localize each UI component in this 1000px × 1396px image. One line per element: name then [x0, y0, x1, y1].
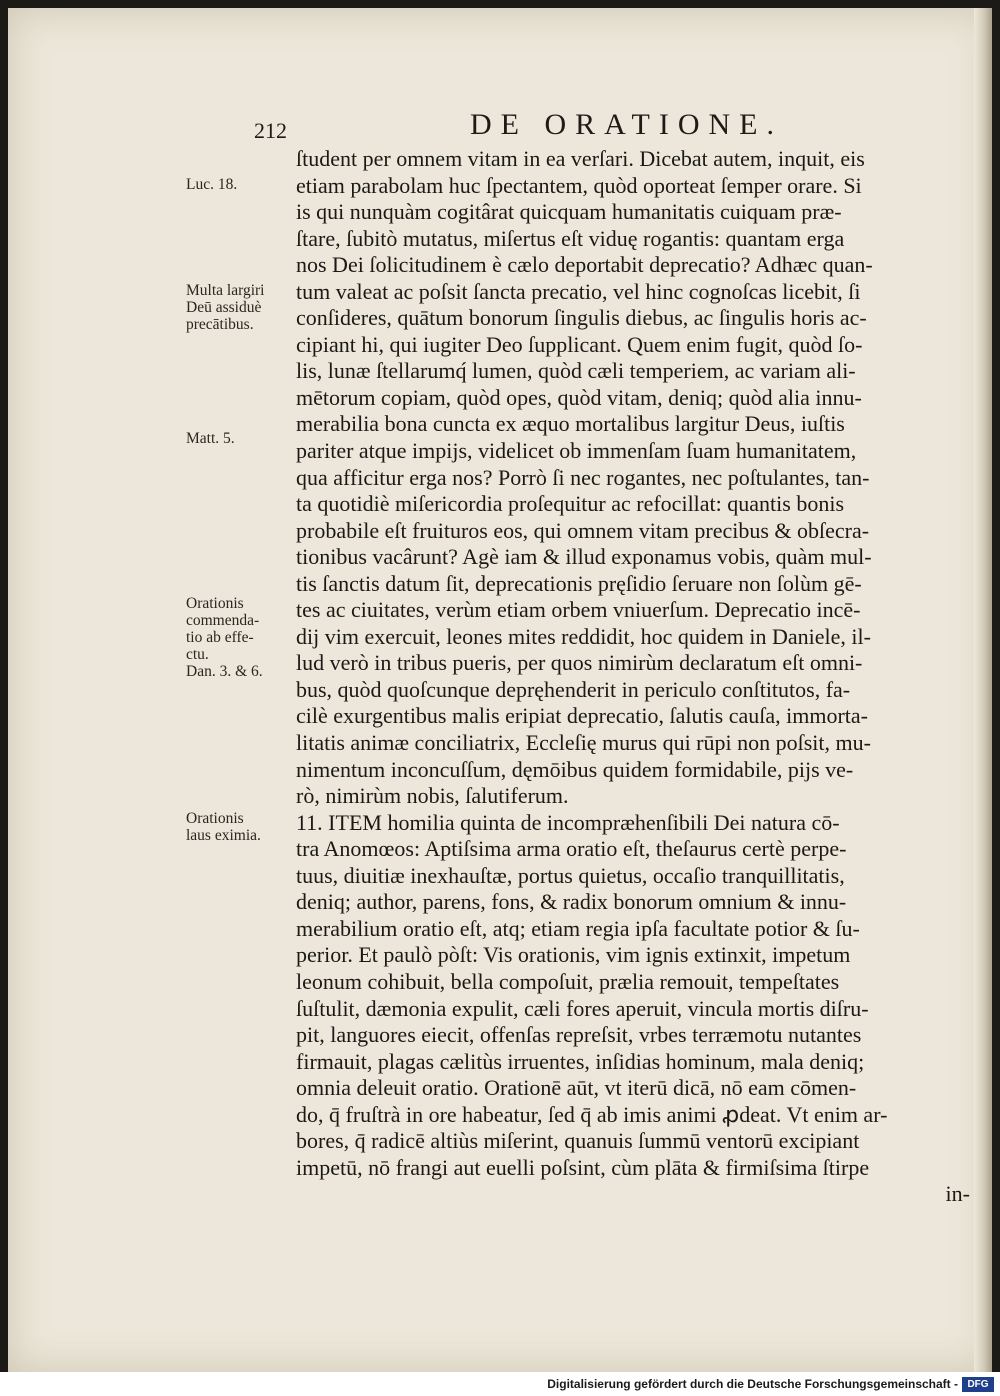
- running-head: DE ORATIONE.: [470, 108, 783, 141]
- catchword: in-: [945, 1181, 970, 1207]
- text-line: ta quotidiè miſericordia proſequitur ac refocillat: quantis bonis: [296, 491, 845, 517]
- main-text-block: [296, 146, 976, 1208]
- text-line: probabile eſt fruituros eos, qui omnem vitam precibus & obſecra-: [296, 517, 870, 543]
- dfg-logo: DFG: [962, 1377, 994, 1392]
- margin-note-line: Orationis: [186, 810, 244, 827]
- book-page: [8, 8, 992, 1372]
- text-line: ſtare, ſubitò mutatus, miſertus eſt viduę rogantis: quantam erga: [296, 225, 845, 251]
- text-line: merabilia bona cuncta ex æquo mortalibus largitur Deus, iuſtis: [296, 411, 845, 437]
- margin-note-line: Multa largiri: [186, 282, 265, 299]
- footer-bar: [0, 1372, 1000, 1396]
- text-line: bores, q̄ radicē altiùs miſerint, quanuis ſummū ventorū excipiant: [296, 1128, 860, 1154]
- margin-note-line: laus eximia.: [186, 827, 261, 844]
- page-edge-shadow: [974, 8, 992, 1372]
- text-line: lud verò in tribus pueris, per quos nimirùm declaratum eſt omni-: [296, 650, 863, 676]
- text-line: cipiant hi, qui iugiter Deo ſupplicant. Quem enim fugit, quòd ſo-: [296, 331, 863, 357]
- funding-credit: Digitalisierung gefördert durch die Deutsche Forschungsgemeinschaft -: [547, 1377, 958, 1391]
- margin-note-line: precātibus.: [186, 316, 254, 333]
- text-line: mētorum copiam, quòd opes, quòd vitam, deniq; quòd alia innu-: [296, 384, 862, 410]
- page-number: 212: [254, 118, 287, 143]
- text-line: litatis animæ conciliatrix, Eccleſię murus qui rūpi non poſsit, mu-: [296, 730, 871, 756]
- text-line: ſtudent per omnem vitam in ea verſari. Dicebat autem, inquit, eis: [296, 146, 865, 171]
- text-line: leonum cohibuit, bella compoſuit, prælia remouit, tempeſtates: [296, 968, 840, 994]
- text-line: tes ac ciuitates, verùm etiam orbem vniuerſum. Deprecatio incē-: [296, 597, 861, 623]
- text-line: omnia deleuit oratio. Orationē aūt, vt iterū dicā, nō eam cōmen-: [296, 1075, 857, 1101]
- text-line: perior. Et paulò pòſt: Vis orationis, vim ignis extinxit, impetum: [296, 942, 851, 968]
- margin-note: [186, 430, 296, 447]
- text-line: nimentum inconcuſſum, dęmōibus quidem formidabile, pijs ve-: [296, 756, 854, 782]
- text-line: tra Anomœos: Aptiſsima arma oratio eſt, theſaurus certè perpe-: [296, 836, 847, 862]
- text-line: lis, lunæ ſtellarumq́ lumen, quòd cæli temperiem, ac variam ali-: [296, 358, 856, 384]
- text-line: tuus, diuitiæ inexhauſtæ, portus quietus, occaſio tranquillitatis,: [296, 862, 845, 888]
- text-line: conſideres, quātum bonorum ſingulis diebus, ac ſingulis horis ac-: [296, 305, 867, 331]
- margin-note-line: commenda-: [186, 612, 260, 629]
- margin-note: [186, 595, 296, 680]
- text-line: etiam parabolam huc ſpectantem, quòd oporteat ſemper orare. Si: [296, 172, 862, 198]
- text-line: deniq; author, parens, fons, & radix bonorum omnium & innu-: [296, 889, 847, 915]
- text-line: dij vim exercuit, leones mites reddidit, hoc quidem in Daniele, il-: [296, 623, 871, 649]
- text-line: do, q̄ fruſtrà in ore habeatur, ſed q̄ ab imis animi ꝓdeat. Vt enim ar-: [296, 1101, 888, 1127]
- text-line: qua afficitur erga nos? Porrò ſi nec rogantes, nec poſtulantes, tan-: [296, 464, 870, 490]
- text-line: cilè exurgentibus malis eripiat deprecatio, ſalutis cauſa, immorta-: [296, 703, 869, 729]
- text-line: tum valeat ac poſsit ſancta precatio, vel hinc cognoſcas licebit, ſi: [296, 278, 861, 304]
- text-line: nos Dei ſolicitudinem è cælo deportabit deprecatio? Adhæc quan-: [296, 252, 873, 278]
- margin-note-line: ctu.: [186, 646, 209, 663]
- text-line: pariter atque impijs, videlicet ob immenſam ſuam humanitatem,: [296, 438, 857, 464]
- text-line: bus, quòd quoſcunque depręhenderit in periculo conſtitutos, fa-: [296, 676, 851, 702]
- text-line: 11. ITEM homilia quinta de incompræhenſibili Dei natura cō-: [296, 809, 840, 835]
- margin-note: [186, 810, 296, 844]
- margin-note-line: Orationis: [186, 595, 244, 612]
- margin-note-line: Deū assiduè: [186, 299, 262, 316]
- text-line: pit, languores eiecit, offenſas repreſsit, vrbes terræmotu nutantes: [296, 1022, 862, 1048]
- text-line: tis ſanctis datum ſit, deprecationis pręſidio ſeruare non ſolùm gē-: [296, 570, 862, 596]
- text-line: merabilium oratio eſt, atq; etiam regia ipſa facultate potior & ſu-: [296, 915, 860, 941]
- text-line: rò, nimirùm nobis, ſalutiferum.: [296, 783, 569, 809]
- margin-note-line: Dan. 3. & 6.: [186, 663, 263, 680]
- text-line: tionibus vacârunt? Agè iam & illud exponamus vobis, quàm mul-: [296, 544, 872, 570]
- margin-note-line: Luc. 18.: [186, 176, 238, 193]
- text-line: impetū, nō frangi aut euelli poſsint, cùm plāta & firmiſsima ſtirpe: [296, 1154, 870, 1180]
- text-line: is qui nunquàm cogitârat quicquam humanitatis cuiquam præ-: [296, 199, 842, 225]
- text-line: ſuſtulit, dæmonia expulit, cæli fores aperuit, vincula mortis diſru-: [296, 995, 869, 1021]
- text-line: firmauit, plagas cælitùs irruentes, inſidias hominum, mala deniq;: [296, 1048, 865, 1074]
- margin-note: [186, 282, 296, 333]
- margin-note-line: Matt. 5.: [186, 430, 235, 447]
- margin-note: [186, 176, 296, 193]
- margin-note-line: tio ab effe-: [186, 629, 254, 646]
